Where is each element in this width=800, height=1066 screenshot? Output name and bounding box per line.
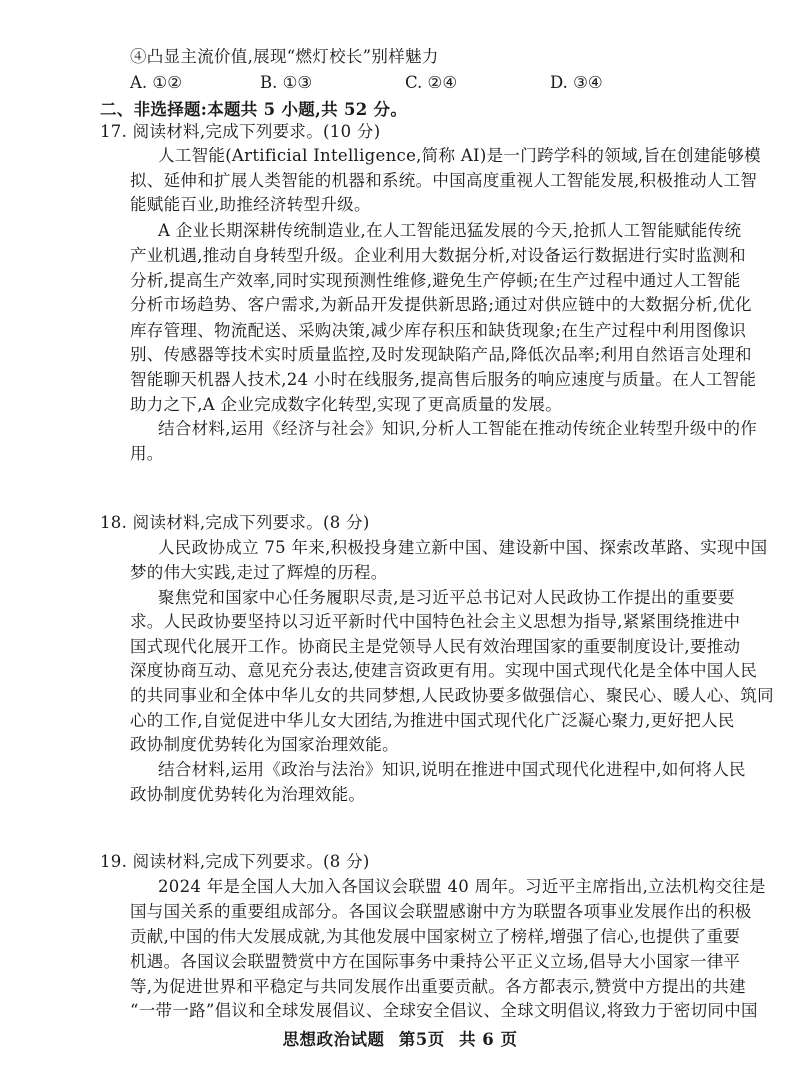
option-b: B. ①③ (260, 73, 313, 92)
option-item-4: ④凸显主流价值,展现“燃灯校长”别样魅力 (130, 47, 439, 66)
q17-text-line: 智能聊天机器人技术,24 小时在线服务,提高售后服务的响应速度与质量。在人工智能 (130, 370, 757, 389)
q17-text-line: 库存管理、物流配送、采购决策,减少库存积压和缺货现象;在生产过程中利用图像识 (130, 321, 747, 340)
option-d: D. ③④ (550, 73, 603, 92)
q19-text-line: 国与国关系的重要组成部分。各国议会联盟感谢中方为联盟各项事业发展作出的积极 (130, 902, 752, 921)
q18-text-line: 聚焦党和国家中心任务履职尽责,是习近平总书记对人民政协工作提出的重要要 (158, 588, 735, 607)
q17-text-line: 分析市场趋势、客户需求,为新品开发提供新思路;通过对供应链中的大数据分析,优化 (130, 295, 752, 314)
q18-text-line: 的共同事业和全体中华儿女的共同梦想,人民政协要多做强信心、聚民心、暖人心、筑同 (130, 686, 774, 705)
q18-prompt: 结合材料,运用《政治与法治》知识,说明在推进中国式现代化进程中,如何将人民 (158, 760, 746, 779)
q17-text-line: 分析,提高生产效率,同时实现预测性维修,避免生产停顿;在生产过程中通过人工智能 (130, 271, 741, 290)
q19-text-line: “一带一路”倡议和全球发展倡议、全球安全倡议、全球文明倡议,将致力于密切同中国 (130, 1001, 758, 1020)
q17-prompt: 结合材料,运用《经济与社会》知识,分析人工智能在推动传统企业转型升级中的作 (158, 419, 758, 438)
q18-text-line: 人民政协成立 75 年来,积极投身建立新中国、建设新中国、探索改革路、实现中国 (158, 538, 768, 557)
q17-text-line: 能赋能百业,助推经济转型升级。 (130, 195, 371, 214)
q17-text-line: A 企业长期深耕传统制造业,在人工智能迅猛发展的今天,抢抓人工智能赋能传统 (158, 221, 742, 240)
q19-text-line: 2024 年是全国人大加入各国议会联盟 40 周年。习近平主席指出,立法机构交往是 (158, 877, 766, 896)
option-a: A. ①② (130, 73, 182, 92)
q19-text-line: 机遇。各国议会联盟赞赏中方在国际事务中秉持公平正义立场,倡导大小国家一律平 (130, 952, 741, 971)
q18-text-line: 政协制度优势转化为国家治理效能。 (130, 735, 399, 754)
q19-text-line: 贡献,中国的伟大发展成就,为其他发展中国家树立了榜样,增强了信心,也提供了重要 (130, 927, 741, 946)
page-footer (0, 1026, 800, 1050)
section-heading: 二、非选择题:本题共 5 小题,共 52 分。 (100, 100, 408, 119)
question-18-title: 18. 阅读材料,完成下列要求。(8 分) (100, 513, 370, 532)
q18-prompt: 政协制度优势转化为治理效能。 (130, 785, 366, 804)
footer-total-pages: 共 6 页 (459, 1030, 518, 1049)
answer-options (130, 72, 690, 94)
q17-text-line: 产业机遇,推动自身转型升级。企业利用大数据分析,对设备运行数据进行实时监测和 (130, 246, 746, 265)
question-19-title: 19. 阅读材料,完成下列要求。(8 分) (100, 852, 370, 871)
q19-text-line: 等,为促进世界和平稳定与共同发展作出重要贡献。各方都表示,赞赏中方提出的共建 (130, 977, 746, 996)
q17-prompt: 用。 (130, 444, 164, 463)
q18-text-line: 心的工作,自觉促进中华儿女大团结,为推进中国式现代化广泛凝心聚力,更好把人民 (130, 711, 735, 730)
footer-page-number: 第5页 (398, 1030, 445, 1049)
q17-text-line: 助力之下,A 企业完成数字化转型,实现了更高质量的发展。 (130, 395, 563, 414)
q18-text-line: 国式现代化展开工作。协商民主是党领导人民有效治理国家的重要制度设计,要推动 (130, 637, 741, 656)
option-c: C. ②④ (405, 73, 458, 92)
footer-subject: 思想政治试题 (282, 1030, 385, 1049)
q18-text-line: 求。人民政协要坚持以习近平新时代中国特色社会主义思想为指导,紧紧围绕推进中 (130, 612, 741, 631)
question-17-title: 17. 阅读材料,完成下列要求。(10 分) (100, 122, 381, 141)
q18-text-line: 梦的伟大实践,走过了辉煌的历程。 (130, 563, 388, 582)
q17-text-line: 人工智能(Artificial Intelligence,简称 AI)是一门跨学科的领域,旨在创建能够模 (158, 146, 761, 165)
q18-text-line: 深度协商互动、意见充分表达,使建言资政更有用。实现中国式现代化是全体中国人民 (130, 661, 758, 680)
q17-text-line: 别、传感器等技术实时质量监控,及时发现缺陷产品,降低次品率;利用自然语言处理和 (130, 345, 752, 364)
q17-text-line: 拟、延伸和扩展人类智能的机器和系统。中国高度重视人工智能发展,积极推动人工智 (130, 171, 758, 190)
